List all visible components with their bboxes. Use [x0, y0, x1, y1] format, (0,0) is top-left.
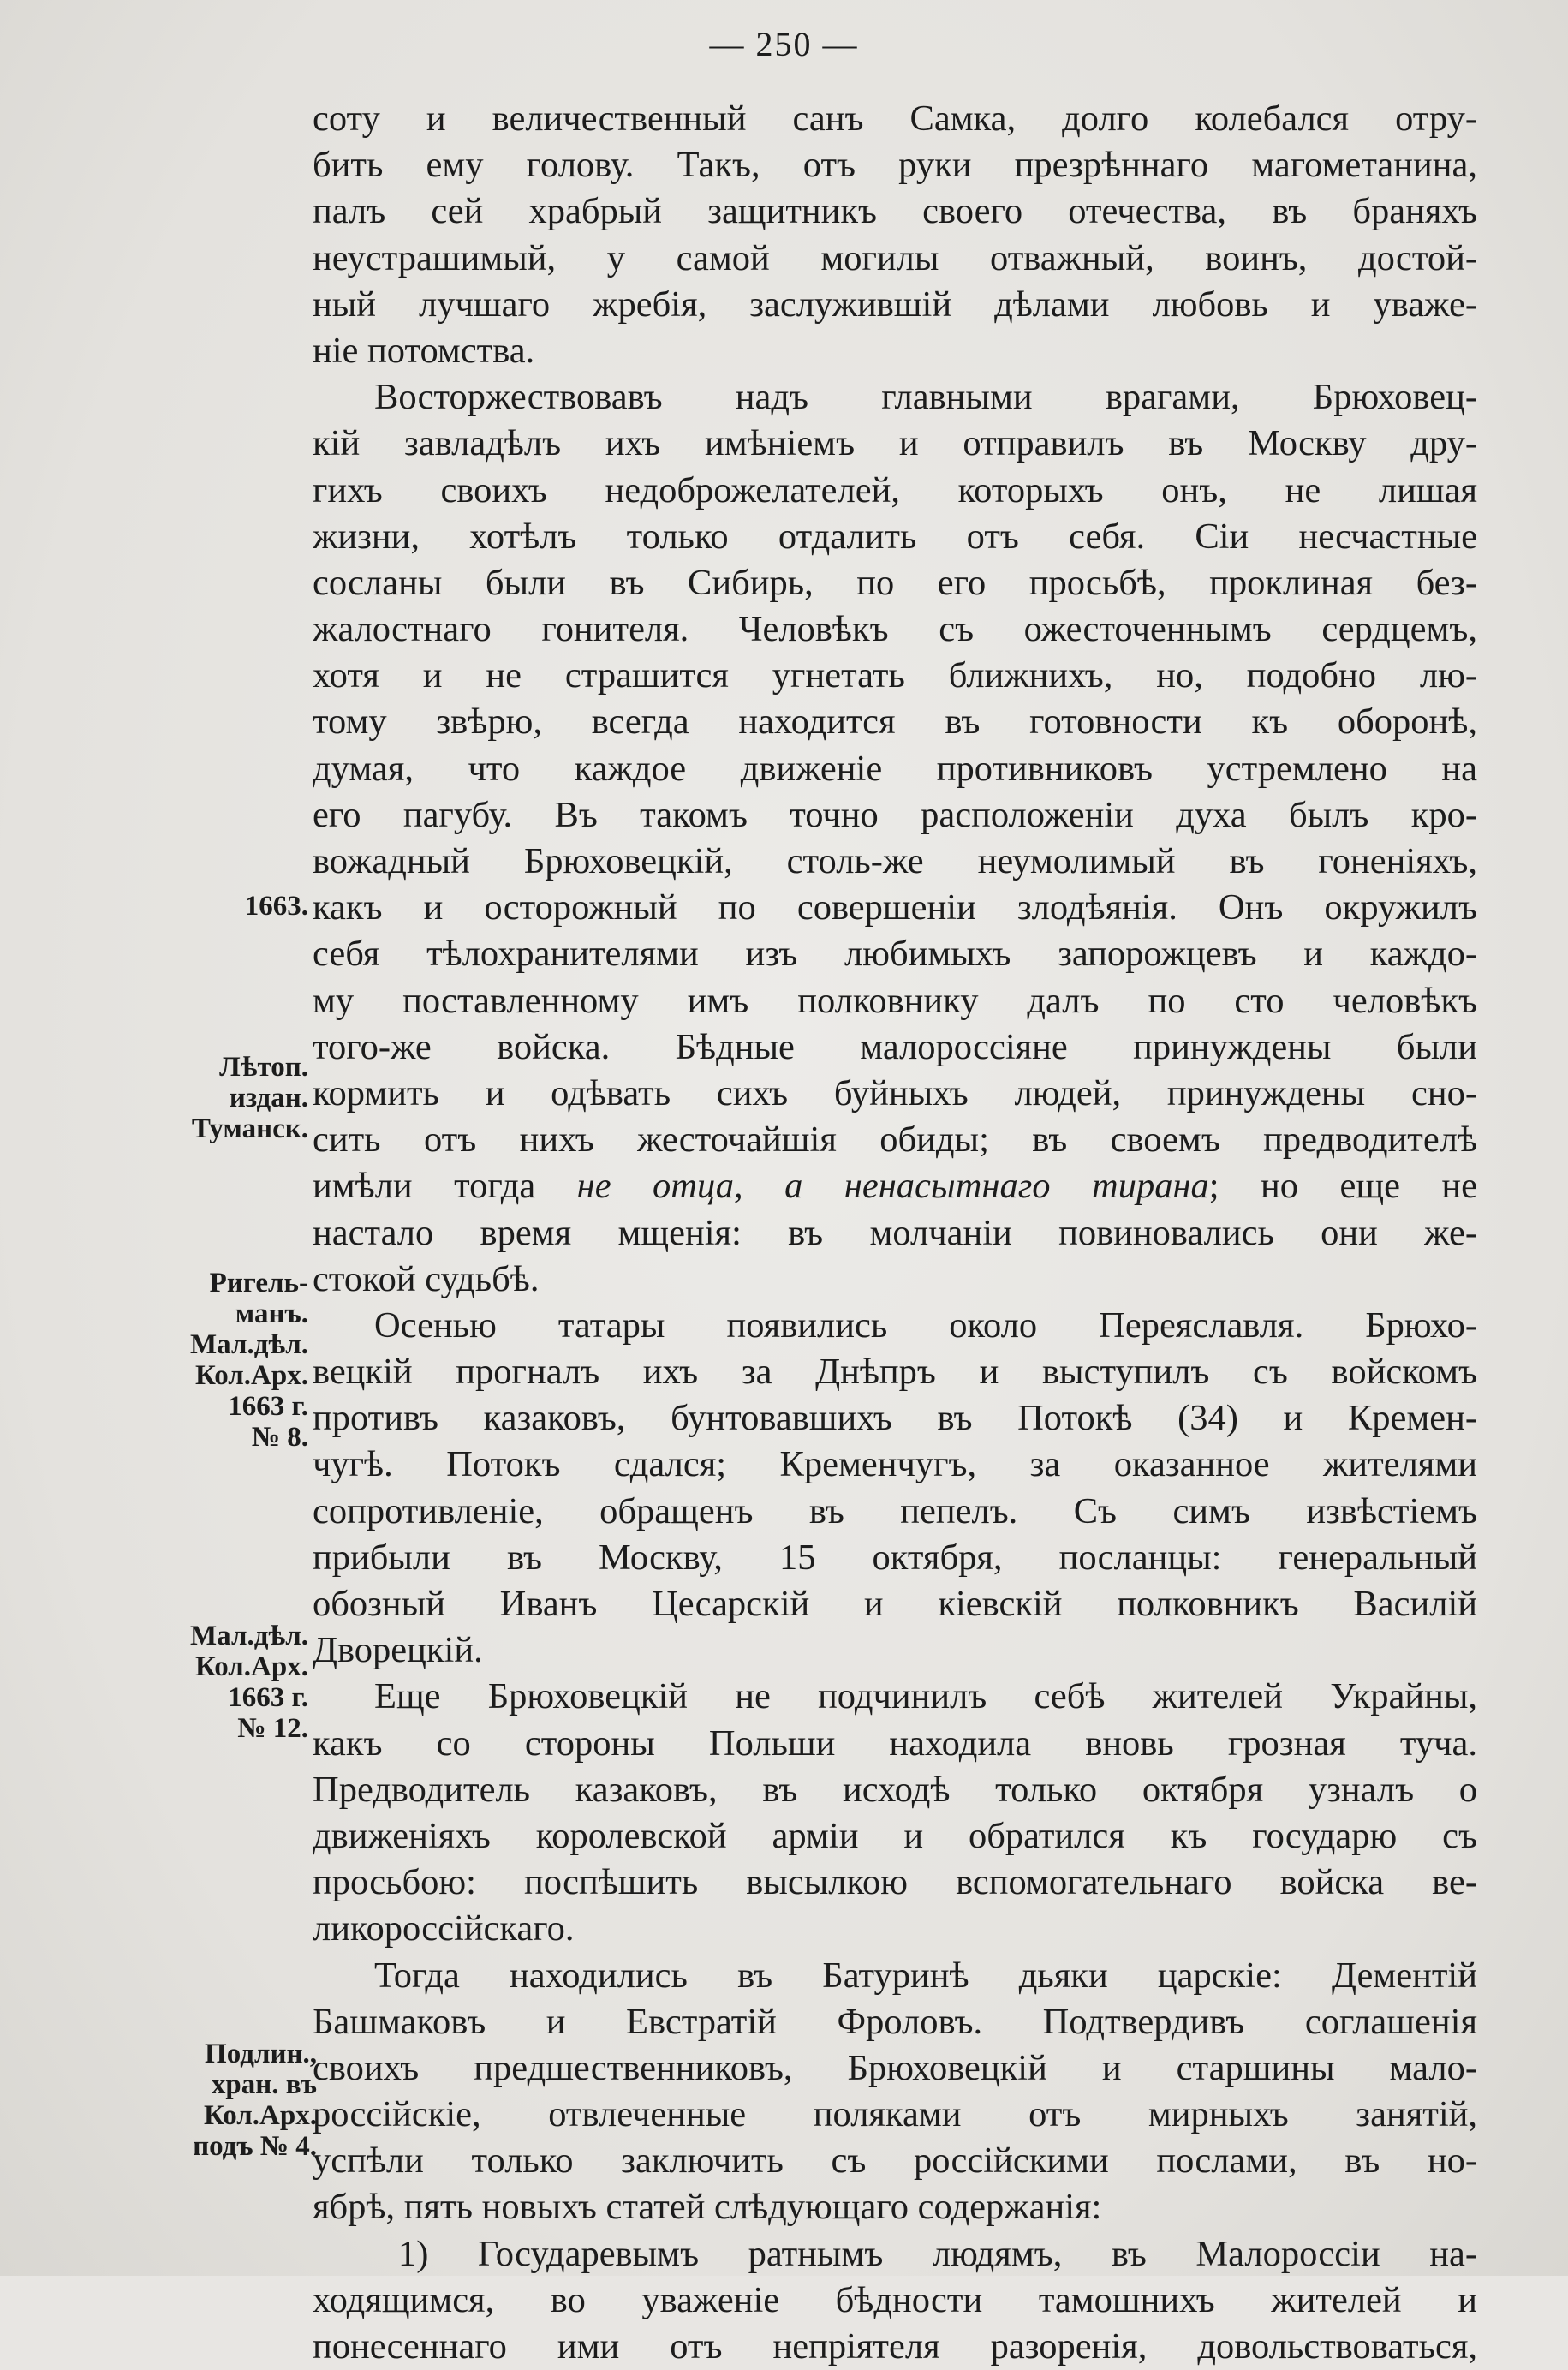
- text-line: прибыли въ Москву, 15 октября, посланцы: генеральный: [313, 1537, 1477, 1578]
- text-line: Тогда находились въ Батуринѣ дьяки царскіе: Дементій: [374, 1955, 1477, 1996]
- margin-note-line: Лѣтоп.: [219, 1052, 308, 1083]
- text-line: му поставленному имъ полковнику далъ по сто человѣкъ: [313, 980, 1477, 1021]
- margin-note-line: Кол.Арх.: [203, 2100, 317, 2131]
- text-line: какъ и осторожный по совершеніи злодѣянія. Онъ окружилъ: [313, 887, 1477, 928]
- text-line: гихъ своихъ недоброжелателей, которыхъ онъ, не лишая: [313, 469, 1477, 510]
- text-line: ябрѣ, пять новыхъ статей слѣдующаго содержанія:: [313, 2187, 1102, 2228]
- text-line: тому звѣрю, всегда находится въ готовности къ оборонѣ,: [313, 701, 1477, 743]
- margin-note-line: Подлин.,: [205, 2039, 317, 2069]
- text-line: кій завладѣлъ ихъ имѣніемъ и отправилъ въ Москву дру-: [313, 423, 1477, 464]
- text-line: ный лучшаго жребія, заслужившій дѣлами любовь и уваже-: [313, 284, 1477, 325]
- text-line: палъ сей храбрый защитникъ своего отечества, въ браняхъ: [313, 191, 1477, 232]
- margin-note-line: 1663 г.: [228, 1682, 308, 1713]
- text-line: того-же войска. Бѣдные малороссіяне принуждены были: [313, 1026, 1477, 1067]
- italic-phrase: не отца, а ненасытнаго тирана: [576, 1166, 1209, 1207]
- margin-note-line: Туманск.: [191, 1113, 308, 1144]
- text-line: ликороссійскаго.: [313, 1908, 575, 1949]
- text-line: думая, что каждое движеніе противниковъ устремлено на: [313, 748, 1477, 789]
- margin-note-line: Кол.Арх.: [194, 1360, 308, 1391]
- text-line: Башмаковъ и Евстратій Фроловъ. Подтвердивъ соглашенія: [313, 2001, 1477, 2042]
- text-line: хотя и не страшится угнетать ближнихъ, но, подобно лю-: [313, 655, 1477, 696]
- text-line: своихъ предшественниковъ, Брюховецкій и старшины мало-: [313, 2047, 1477, 2088]
- text-line: неустрашимый, у самой могилы отважный, воинъ, достой-: [313, 237, 1477, 278]
- text-line: обозный Иванъ Цесарскій и кіевскій полковникъ Василій: [313, 1584, 1477, 1624]
- text-line: вецкій прогналъ ихъ за Днѣпръ и выступилъ съ войскомъ: [313, 1352, 1477, 1393]
- margin-note-line: манъ.: [235, 1298, 308, 1329]
- margin-note-line: № 12.: [237, 1713, 308, 1744]
- text-line: Еще Брюховецкій не подчинилъ себѣ жителей Украйны,: [374, 1676, 1477, 1717]
- text-line: Дворецкій.: [313, 1630, 483, 1671]
- margin-note-line: 1663 г.: [228, 1391, 308, 1422]
- margin-note-line: Кол.Арх.: [194, 1651, 308, 1682]
- margin-note-archive-12: [141, 1621, 308, 1744]
- text-line: просьбою: поспѣшить высылкою вспомогательнаго войска ве-: [313, 1862, 1477, 1903]
- text-line: россійскіе, отвлеченные поляками отъ мирныхъ занятій,: [313, 2094, 1477, 2135]
- text-line: Восторжествовавъ надъ главными врагами, Брюховец-: [374, 377, 1477, 418]
- text-line: какъ со стороны Польши находила вновь грозная туча.: [313, 1722, 1477, 1764]
- text-line: успѣли только заключить съ россійскими послами, въ но-: [313, 2140, 1477, 2182]
- text-line: вожадный Брюховецкій, столь-же неумолимый въ гоненіяхъ,: [313, 841, 1477, 881]
- text-fragment: имѣли тогда: [313, 1166, 577, 1207]
- text-line: его пагубу. Въ такомъ точно расположеніи духа былъ кро-: [313, 794, 1477, 835]
- margin-note-year: [141, 891, 308, 922]
- text-line: ніе потомства.: [313, 330, 535, 371]
- margin-note-line: 1663.: [244, 891, 308, 922]
- margin-note-line: Мал.дѣл.: [190, 1329, 308, 1360]
- text-line: противъ казаковъ, бунтовавшихъ въ Потокѣ (34) и Кремен-: [313, 1398, 1477, 1439]
- main-text: [313, 96, 1477, 2370]
- text-line: движеніяхъ королевской арміи и обратился къ государю съ: [313, 1815, 1477, 1856]
- text-line: соту и величественный санъ Самка, долго колебался отру-: [313, 99, 1477, 139]
- text-line: кормить и одѣвать сихъ буйныхъ людей, принуждены сно-: [313, 1072, 1477, 1113]
- margin-note-line: хран. въ: [211, 2069, 317, 2100]
- margin-note-chronicle: [141, 1052, 308, 1144]
- text-line: жизни, хотѣлъ только отдалить отъ себя. Сіи несчастные: [313, 516, 1477, 557]
- text-line: понесеннаго ими отъ непріятеля разоренія, довольствоваться,: [313, 2326, 1477, 2367]
- text-line: жалостнаго гонителя. Человѣкъ съ ожесточеннымъ сердцемъ,: [313, 609, 1477, 650]
- margin-note-line: Мал.дѣл.: [190, 1621, 308, 1651]
- text-line: бить ему голову. Такъ, отъ руки презрѣннаго магометанина,: [313, 145, 1477, 186]
- text-line: себя тѣлохранителями изъ любимыхъ запорожцевъ и каждо-: [313, 934, 1477, 975]
- margin-note-original: [154, 2039, 317, 2162]
- page-number: — 250 —: [709, 25, 859, 63]
- margin-note-rigelman: [141, 1268, 308, 1453]
- text-line: сить отъ нихъ жесточайшія обиды; въ своемъ предводителѣ: [313, 1119, 1477, 1161]
- text-line: стокой судьбѣ.: [313, 1258, 540, 1299]
- text-line: ходящимся, во уваженіе бѣдности тамошнихъ жителей и: [313, 2279, 1477, 2320]
- text-line: сосланы были въ Сибирь, по его просьбѣ, проклиная без-: [313, 562, 1477, 603]
- text-line: 1) Государевымъ ратнымъ людямъ, въ Малороссіи на-: [398, 2233, 1477, 2274]
- text-line-with-italic: [313, 1163, 1477, 1209]
- margin-note-line: Ригель-: [209, 1268, 308, 1298]
- text-line: настало время мщенія: въ молчаніи повиновались они же-: [313, 1212, 1477, 1253]
- text-line: сопротивленіе, обращенъ въ пепелъ. Съ симъ извѣстіемъ: [313, 1490, 1477, 1531]
- margin-note-line: издан.: [229, 1083, 308, 1113]
- text-line: Осенью татары появились около Переяславля. Брюхо-: [374, 1304, 1477, 1346]
- text-line: чугѣ. Потокъ сдался; Кременчугъ, за оказанное жителями: [313, 1444, 1477, 1485]
- margin-note-line: № 8.: [251, 1422, 308, 1453]
- text-fragment: ; но еще не: [1208, 1166, 1477, 1207]
- text-line: Предводитель казаковъ, въ исходѣ только октября узналъ о: [313, 1769, 1477, 1810]
- margin-note-line: подъ № 4.: [193, 2131, 317, 2162]
